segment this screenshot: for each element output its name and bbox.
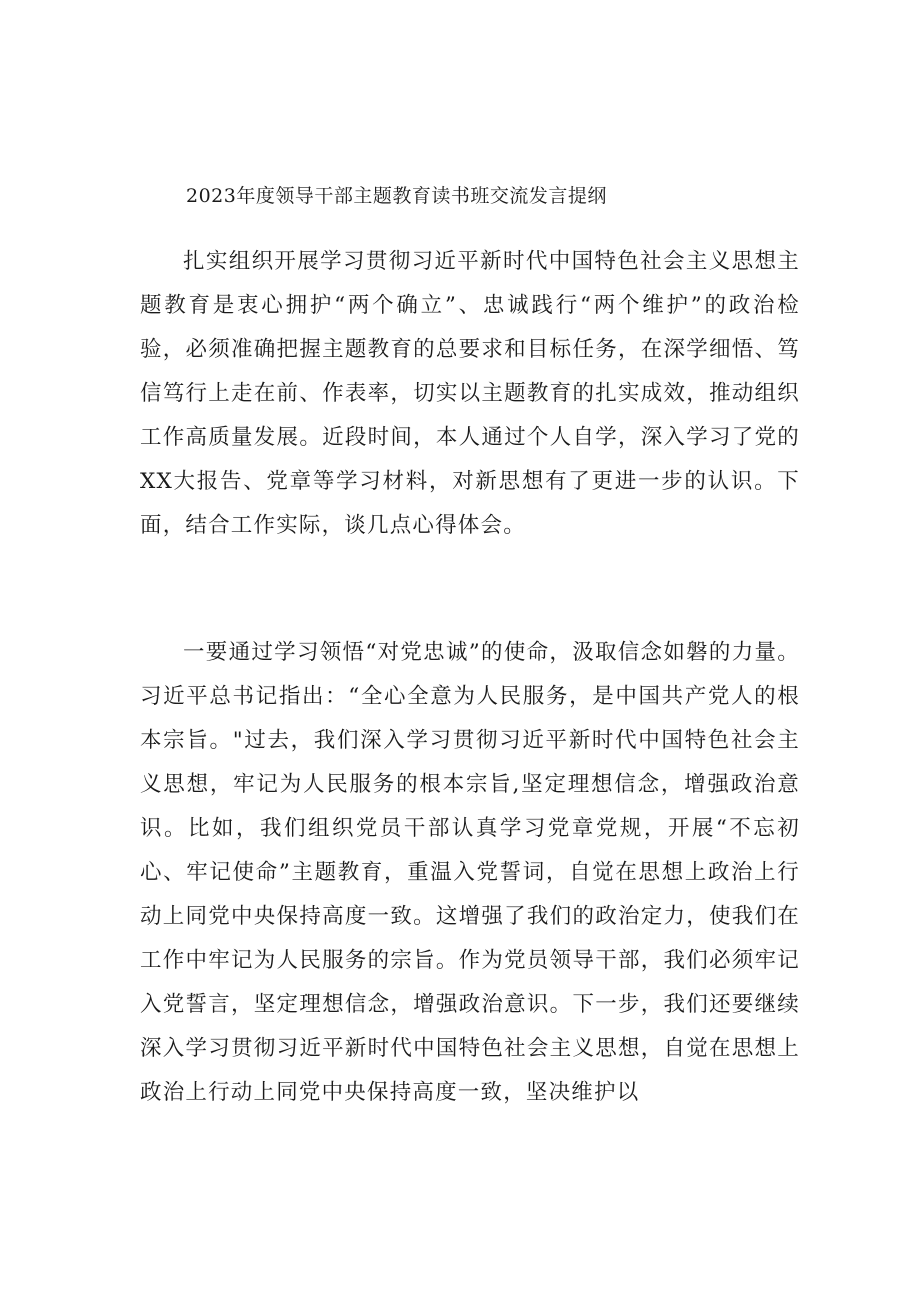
paragraph-intro: 扎实组织开展学习贯彻习近平新时代中国特色社会主义思想主题教育是衷心拥护“两个确立”、忠诚践行“两个维护”的政治检验，必须准确把握主题教育的总要求和目标任务，在深学细悟、笃信笃行上走在前、作表率，切实以主题教育的扎实成效，推动组织工作高质量发展。近段时间，本人通过个人自学，深入学习了党的XX大报告、党章等学习材料，对新思想有了更进一步的认识。下面，结合工作实际，谈几点心得体会。 <box>140 249 800 538</box>
document-title: 2023年度领导干部主题教育读书班交流发言提纲 <box>186 185 607 207</box>
paragraph-point-one: 一要通过学习领悟“对党忠诚”的使命，汲取信念如磐的力量。习近平总书记指出：“全心全意为人民服务，是中国共产党人的根本宗旨。"过去，我们深入学习贯彻习近平新时代中国特色社会主义思想，牢记为人民服务的根本宗旨,坚定理想信念，增强政治意识。比如，我们组织党员干部认真学习党章党规，开展“不忘初心、牢记使命”主题教育，重温入党誓词，自觉在思想上政治上行动上同党中央保持高度一致。这增强了我们的政治定力，使我们在工作中牢记为人民服务的宗旨。作为党员领导干部，我们必须牢记入党誓言，坚定理想信念，增强政治意识。下一步，我们还要继续深入学习贯彻习近平新时代中国特色社会主义思想，自觉在思想上政治上行动上同党中央保持高度一致，坚决维护以 <box>140 640 800 1105</box>
